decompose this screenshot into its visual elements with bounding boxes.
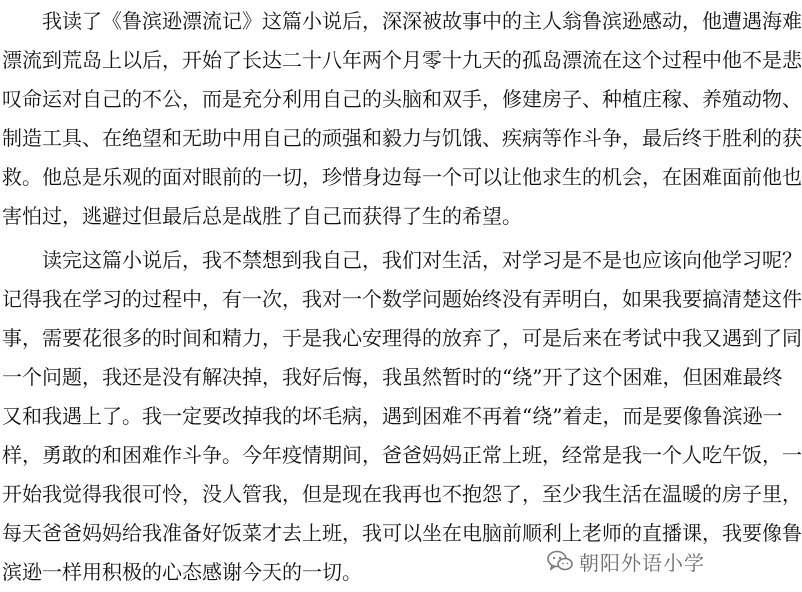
paragraph-1-line-1: 我读了《鲁滨逊漂流记》这篇小说后，深深被故事中的主人翁鲁滨逊感动，他遭遇海难: [42, 9, 802, 33]
paragraph-2-line-4: 一个问题，我还是没有解决掉，我好后悔，我虽然暂时的“绕”开了这个困难，但困难最终: [2, 365, 783, 389]
paragraph-2-line-8: 每天爸爸妈妈给我准备好饭菜才去上班，我可以坐在电脑前顺利上老师的直播课，我要像鲁: [2, 521, 802, 545]
paragraph-2-line-9: 滨逊一样用积极的心态感谢今天的一切。: [2, 560, 362, 584]
watermark-text: 朝阳外语小学: [579, 550, 705, 575]
paragraph-2-line-6: 样，勇敢的和困难作斗争。今年疫情期间，爸爸妈妈正常上班，经常是我一个人吃午饭，一: [2, 443, 802, 467]
paragraph-1-line-4: 制造工具、在绝望和无助中用自己的顽强和毅力与饥饿、疾病等作斗争，最后终于胜利的获: [2, 126, 802, 150]
paragraph-1-line-6: 害怕过，逃避过但最后总是战胜了自己而获得了生的希望。: [2, 204, 522, 228]
wechat-logo-icon: [547, 550, 573, 572]
paragraph-2-line-7: 开始我觉得我很可怜，没人管我，但是现在我再也不抱怨了，至少我生活在温暖的房子里，: [2, 482, 802, 506]
paragraph-1-line-2: 漂流到荒岛上以后，开始了长达二十八年两个月零十九天的孤岛漂流在这个过程中他不是悲: [2, 48, 802, 72]
paragraph-2-line-1: 读完这篇小说后，我不禁想到我自己，我们对生活，对学习是不是也应该向他学习呢？: [42, 248, 802, 272]
paragraph-2-line-5: 又和我遇上了。我一定要改掉我的坏毛病，遇到困难不再着“绕”着走，而是要像鲁滨逊一: [2, 404, 783, 428]
paragraph-2-line-3: 事，需要花很多的时间和精力，于是我心安理得的放弃了，可是后来在考试中我又遇到了同: [2, 326, 802, 350]
paragraph-1-line-5: 救。他总是乐观的面对眼前的一切，珍惜身边每一个可以让他求生的机会，在困难面前他也: [2, 165, 802, 189]
paragraph-2-line-2: 记得我在学习的过程中，有一次，我对一个数学问题始终没有弄明白，如果我要搞清楚这件: [2, 287, 802, 311]
paragraph-1-line-3: 叹命运对自己的不公，而是充分利用自己的头脑和双手，修建房子、种植庄稼、养殖动物、: [2, 87, 802, 111]
watermark: [543, 548, 707, 574]
